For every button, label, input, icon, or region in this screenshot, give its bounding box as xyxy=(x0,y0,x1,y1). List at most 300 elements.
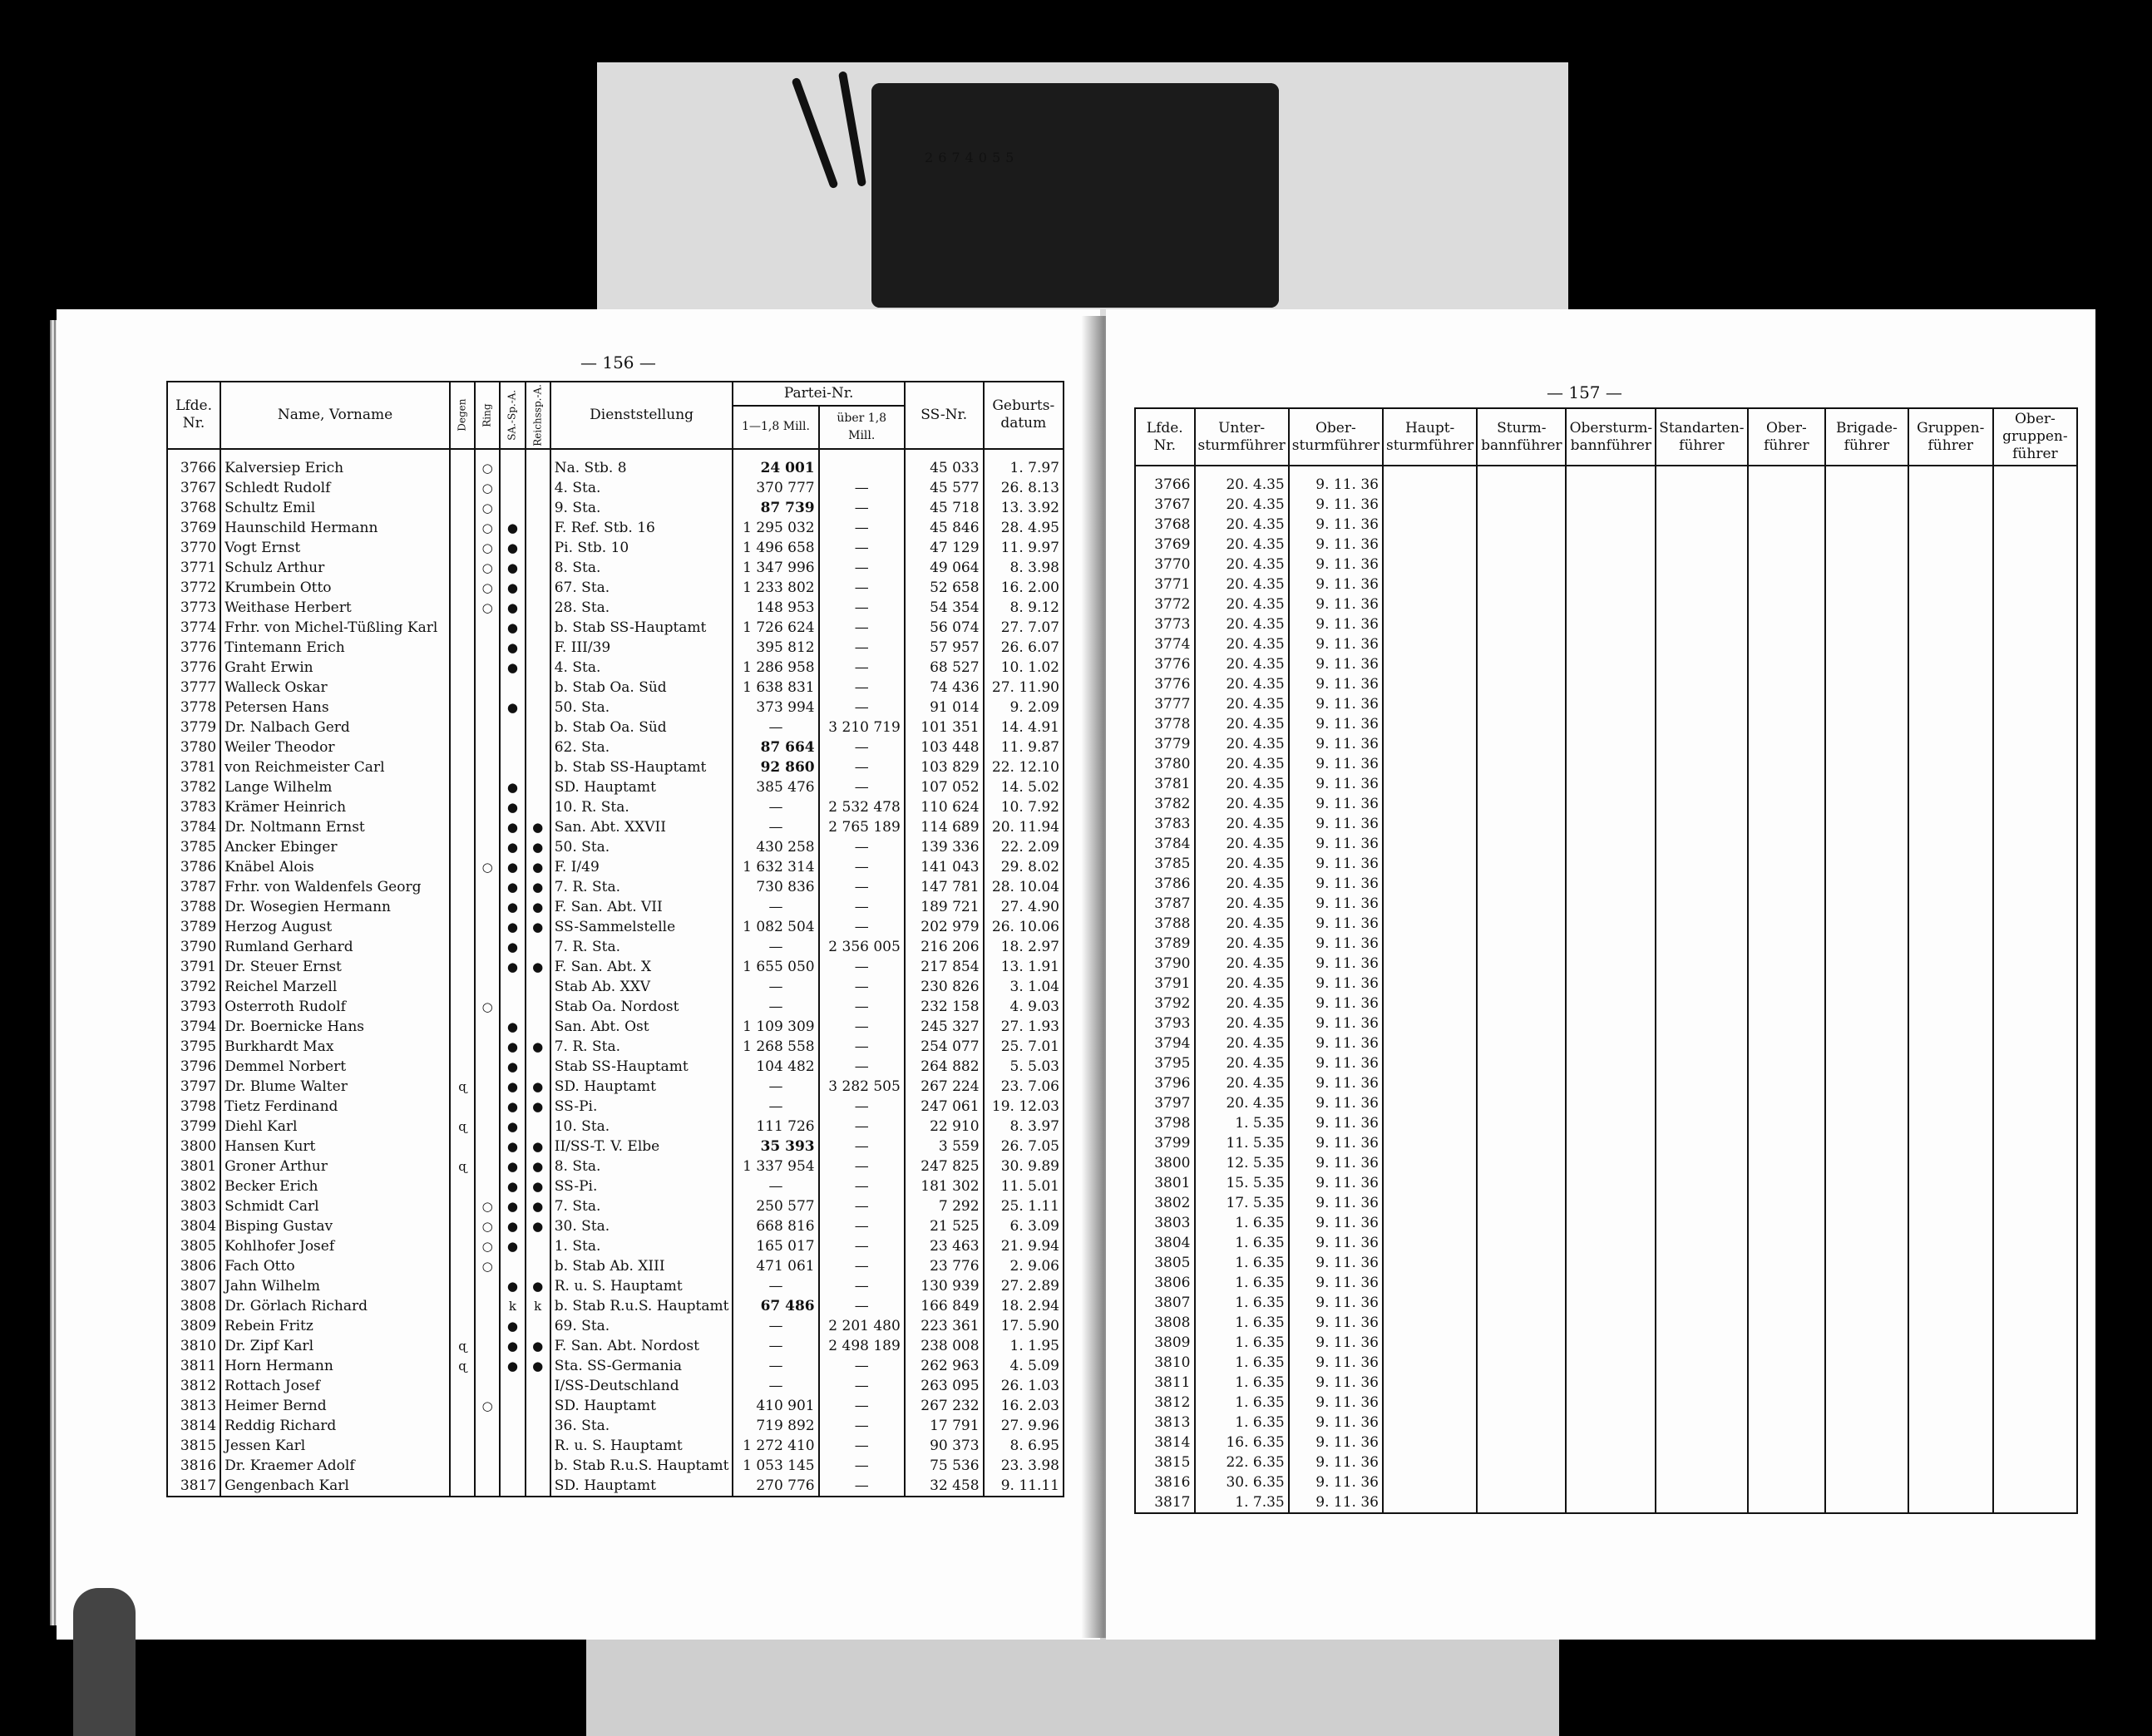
empty-rank-cell xyxy=(1383,734,1477,754)
empty-rank-cell xyxy=(1908,894,1993,914)
partei-nr-high: — xyxy=(819,877,905,897)
empty-rank-cell xyxy=(1825,874,1908,894)
header-sa-sp: SA.-Sp.-A. xyxy=(500,382,525,449)
partei-nr-low: — xyxy=(733,1077,818,1097)
empty-rank-cell xyxy=(1908,1293,1993,1313)
geburtsdatum: 8. 3.97 xyxy=(984,1117,1064,1137)
empty-rank-cell xyxy=(1825,674,1908,694)
partei-nr-high: — xyxy=(819,1416,905,1436)
entry-number: 3771 xyxy=(1135,575,1195,594)
entry-number: 3795 xyxy=(167,1037,220,1057)
empty-rank-cell xyxy=(1477,634,1566,654)
table-row xyxy=(1135,495,2077,515)
empty-rank-cell xyxy=(1748,634,1826,654)
table-row xyxy=(1135,714,2077,734)
sa-sp-mark: ● xyxy=(500,1137,525,1157)
sa-sp-mark: ● xyxy=(500,777,525,797)
empty-rank-cell xyxy=(1477,854,1566,874)
geburtsdatum: 21. 9.94 xyxy=(984,1236,1064,1256)
degen-mark xyxy=(450,538,475,558)
degen-mark xyxy=(450,678,475,698)
header-ring: Ring xyxy=(475,382,500,449)
empty-rank-cell xyxy=(1908,1413,1993,1433)
ring-mark: ○ xyxy=(475,598,500,618)
table-row xyxy=(1135,814,2077,834)
entry-name: Walleck Oskar xyxy=(220,678,450,698)
ring-mark xyxy=(475,1077,500,1097)
empty-rank-cell xyxy=(1566,854,1656,874)
entry-name: Dr. Nalbach Gerd xyxy=(220,718,450,737)
partei-nr-low: 730 836 xyxy=(733,877,818,897)
header-lfd: Lfde. Nr. xyxy=(167,382,220,449)
entry-dienststellung: 62. Sta. xyxy=(550,737,733,757)
partei-nr-low: 430 258 xyxy=(733,837,818,857)
ss-nr: 267 232 xyxy=(905,1396,984,1416)
entry-number: 3766 xyxy=(1135,466,1195,495)
empty-rank-cell xyxy=(1656,714,1747,734)
geburtsdatum: 3. 1.04 xyxy=(984,977,1064,997)
header-rank: Ober-führer xyxy=(1748,408,1826,466)
ring-mark xyxy=(475,1316,500,1336)
empty-rank-cell xyxy=(1477,1293,1566,1313)
entry-number: 3815 xyxy=(1135,1452,1195,1472)
untersturmfuehrer-date: 20. 4.35 xyxy=(1195,1013,1289,1033)
counter-digit: 5 xyxy=(1005,150,1014,165)
empty-rank-cell xyxy=(1748,495,1826,515)
entry-dienststellung: b. Stab Ab. XIII xyxy=(550,1256,733,1276)
empty-rank-cell xyxy=(1656,654,1747,674)
geburtsdatum: 27. 4.90 xyxy=(984,897,1064,917)
ring-mark xyxy=(475,678,500,698)
empty-rank-cell xyxy=(1383,974,1477,994)
empty-rank-cell xyxy=(1383,814,1477,834)
empty-rank-cell xyxy=(1566,734,1656,754)
degen-mark xyxy=(450,797,475,817)
degen-mark xyxy=(450,1396,475,1416)
table-row xyxy=(167,997,1064,1017)
reichssp-mark: ● xyxy=(526,1077,550,1097)
partei-nr-high: — xyxy=(819,897,905,917)
entry-number: 3809 xyxy=(1135,1333,1195,1353)
empty-rank-cell xyxy=(1383,1492,1477,1513)
empty-rank-cell xyxy=(1748,1413,1826,1433)
counter-digit: 4 xyxy=(965,150,974,165)
reichssp-mark xyxy=(526,1476,550,1497)
table-row xyxy=(1135,515,2077,535)
entry-number: 3792 xyxy=(167,977,220,997)
entry-number: 3786 xyxy=(167,857,220,877)
empty-rank-cell xyxy=(1993,634,2077,654)
entry-name: Haunschild Hermann xyxy=(220,518,450,538)
obersturmfuehrer-date: 9. 11. 36 xyxy=(1289,774,1383,794)
reichssp-mark xyxy=(526,977,550,997)
empty-rank-cell xyxy=(1748,535,1826,555)
sa-sp-mark: ● xyxy=(500,658,525,678)
untersturmfuehrer-date: 20. 4.35 xyxy=(1195,734,1289,754)
empty-rank-cell xyxy=(1383,1033,1477,1053)
ss-nr: 232 158 xyxy=(905,997,984,1017)
empty-rank-cell xyxy=(1993,694,2077,714)
empty-rank-cell xyxy=(1383,1193,1477,1213)
empty-rank-cell xyxy=(1748,674,1826,694)
empty-rank-cell xyxy=(1477,754,1566,774)
degen-mark xyxy=(450,817,475,837)
entry-name: Dr. Kraemer Adolf xyxy=(220,1456,450,1476)
entry-name: Rottach Josef xyxy=(220,1376,450,1396)
sa-sp-mark: ● xyxy=(500,817,525,837)
reichssp-mark xyxy=(526,678,550,698)
ring-mark xyxy=(475,1416,500,1436)
table-row xyxy=(167,558,1064,578)
reichssp-mark xyxy=(526,538,550,558)
empty-rank-cell xyxy=(1656,1093,1747,1113)
table-row xyxy=(1135,754,2077,774)
frame-counter-digits xyxy=(925,150,1014,165)
empty-rank-cell xyxy=(1993,1492,2077,1513)
empty-rank-cell xyxy=(1383,874,1477,894)
obersturmfuehrer-date: 9. 11. 36 xyxy=(1289,515,1383,535)
empty-rank-cell xyxy=(1477,1153,1566,1173)
empty-rank-cell xyxy=(1383,1313,1477,1333)
empty-rank-cell xyxy=(1993,1053,2077,1073)
geburtsdatum: 1. 1.95 xyxy=(984,1336,1064,1356)
table-row xyxy=(167,1077,1064,1097)
partei-nr-high: — xyxy=(819,538,905,558)
empty-rank-cell xyxy=(1566,1113,1656,1133)
table-row xyxy=(167,1037,1064,1057)
entry-number: 3812 xyxy=(167,1376,220,1396)
entry-number: 3811 xyxy=(1135,1373,1195,1393)
empty-rank-cell xyxy=(1383,894,1477,914)
empty-rank-cell xyxy=(1993,1393,2077,1413)
partei-nr-low: 104 482 xyxy=(733,1057,818,1077)
geburtsdatum: 26. 8.13 xyxy=(984,478,1064,498)
untersturmfuehrer-date: 20. 4.35 xyxy=(1195,466,1289,495)
untersturmfuehrer-date: 15. 5.35 xyxy=(1195,1173,1289,1193)
entry-dienststellung: Stab Ab. XXV xyxy=(550,977,733,997)
empty-rank-cell xyxy=(1383,1373,1477,1393)
untersturmfuehrer-date: 20. 4.35 xyxy=(1195,814,1289,834)
partei-nr-high: — xyxy=(819,957,905,977)
obersturmfuehrer-date: 9. 11. 36 xyxy=(1289,854,1383,874)
empty-rank-cell xyxy=(1477,934,1566,954)
empty-rank-cell xyxy=(1656,614,1747,634)
empty-rank-cell xyxy=(1825,814,1908,834)
empty-rank-cell xyxy=(1383,1113,1477,1133)
ss-nr: 247 061 xyxy=(905,1097,984,1117)
partei-nr-high: — xyxy=(819,1157,905,1176)
untersturmfuehrer-date: 20. 4.35 xyxy=(1195,1033,1289,1053)
table-row xyxy=(167,1276,1064,1296)
entry-dienststellung: b. Stab Oa. Süd xyxy=(550,718,733,737)
table-row xyxy=(1135,555,2077,575)
reichssp-mark: ● xyxy=(526,1216,550,1236)
ss-nr: 216 206 xyxy=(905,937,984,957)
sa-sp-mark xyxy=(500,449,525,478)
untersturmfuehrer-date: 1. 6.35 xyxy=(1195,1233,1289,1253)
empty-rank-cell xyxy=(1993,1233,2077,1253)
empty-rank-cell xyxy=(1748,1273,1826,1293)
empty-rank-cell xyxy=(1748,954,1826,974)
reichssp-mark xyxy=(526,449,550,478)
empty-rank-cell xyxy=(1477,1073,1566,1093)
entry-number: 3816 xyxy=(167,1456,220,1476)
entry-number: 3800 xyxy=(1135,1153,1195,1173)
empty-rank-cell xyxy=(1656,1273,1747,1293)
partei-nr-low: 111 726 xyxy=(733,1117,818,1137)
empty-rank-cell xyxy=(1748,1213,1826,1233)
sa-sp-mark: ● xyxy=(500,1057,525,1077)
obersturmfuehrer-date: 9. 11. 36 xyxy=(1289,1433,1383,1452)
partei-nr-low: 1 337 954 xyxy=(733,1157,818,1176)
sa-sp-mark xyxy=(500,757,525,777)
table-row xyxy=(1135,654,2077,674)
partei-nr-low: 250 577 xyxy=(733,1196,818,1216)
empty-rank-cell xyxy=(1477,1093,1566,1113)
untersturmfuehrer-date: 20. 4.35 xyxy=(1195,834,1289,854)
table-row xyxy=(167,1356,1064,1376)
geburtsdatum: 22. 12.10 xyxy=(984,757,1064,777)
empty-rank-cell xyxy=(1908,1472,1993,1492)
empty-rank-cell xyxy=(1383,1333,1477,1353)
entry-number: 3778 xyxy=(1135,714,1195,734)
ring-mark xyxy=(475,877,500,897)
reichssp-mark xyxy=(526,757,550,777)
obersturmfuehrer-date: 9. 11. 36 xyxy=(1289,1073,1383,1093)
empty-rank-cell xyxy=(1993,1153,2077,1173)
reichssp-mark: ● xyxy=(526,877,550,897)
degen-mark xyxy=(450,478,475,498)
obersturmfuehrer-date: 9. 11. 36 xyxy=(1289,495,1383,515)
reichssp-mark xyxy=(526,658,550,678)
header-partei-a: 1—1,8 Mill. xyxy=(733,406,818,449)
table-row xyxy=(1135,1113,2077,1133)
ring-mark xyxy=(475,638,500,658)
obersturmfuehrer-date: 9. 11. 36 xyxy=(1289,914,1383,934)
degen-mark xyxy=(450,1436,475,1456)
ss-nr: 49 064 xyxy=(905,558,984,578)
ss-nr: 141 043 xyxy=(905,857,984,877)
entry-number: 3786 xyxy=(1135,874,1195,894)
ss-nr: 262 963 xyxy=(905,1356,984,1376)
entry-name: Bisping Gustav xyxy=(220,1216,450,1236)
entry-number: 3785 xyxy=(1135,854,1195,874)
empty-rank-cell xyxy=(1993,1472,2077,1492)
entry-dienststellung: Pi. Stb. 10 xyxy=(550,538,733,558)
entry-name: Dr. Steuer Ernst xyxy=(220,957,450,977)
entry-number: 3812 xyxy=(1135,1393,1195,1413)
entry-number: 3797 xyxy=(167,1077,220,1097)
empty-rank-cell xyxy=(1825,1273,1908,1293)
empty-rank-cell xyxy=(1383,674,1477,694)
empty-rank-cell xyxy=(1566,694,1656,714)
entry-number: 3813 xyxy=(167,1396,220,1416)
entry-number: 3793 xyxy=(167,997,220,1017)
ss-nr: 22 910 xyxy=(905,1117,984,1137)
reichssp-mark xyxy=(526,598,550,618)
entry-name: Knäbel Alois xyxy=(220,857,450,877)
entry-number: 3770 xyxy=(1135,555,1195,575)
entry-number: 3788 xyxy=(167,897,220,917)
obersturmfuehrer-date: 9. 11. 36 xyxy=(1289,466,1383,495)
empty-rank-cell xyxy=(1908,495,1993,515)
entry-dienststellung: 67. Sta. xyxy=(550,578,733,598)
empty-rank-cell xyxy=(1477,954,1566,974)
table-row xyxy=(1135,1273,2077,1293)
empty-rank-cell xyxy=(1383,1213,1477,1233)
reichssp-mark xyxy=(526,498,550,518)
untersturmfuehrer-date: 20. 4.35 xyxy=(1195,714,1289,734)
empty-rank-cell xyxy=(1908,774,1993,794)
degen-mark: ɋ xyxy=(450,1157,475,1176)
entry-number: 3814 xyxy=(167,1416,220,1436)
reichssp-mark xyxy=(526,558,550,578)
empty-rank-cell xyxy=(1825,994,1908,1013)
partei-nr-high: — xyxy=(819,1137,905,1157)
partei-nr-high: 2 532 478 xyxy=(819,797,905,817)
entry-name: Burkhardt Max xyxy=(220,1037,450,1057)
header-partei: Partei-Nr. xyxy=(733,382,904,406)
empty-rank-cell xyxy=(1748,1153,1826,1173)
empty-rank-cell xyxy=(1748,1253,1826,1273)
empty-rank-cell xyxy=(1656,1413,1747,1433)
degen-mark xyxy=(450,1256,475,1276)
empty-rank-cell xyxy=(1825,1492,1908,1513)
table-row xyxy=(1135,1472,2077,1492)
partei-nr-low: — xyxy=(733,1376,818,1396)
table-row xyxy=(167,1017,1064,1037)
entry-number: 3771 xyxy=(167,558,220,578)
ring-mark xyxy=(475,977,500,997)
thumb xyxy=(73,1588,136,1736)
empty-rank-cell xyxy=(1566,814,1656,834)
ring-mark xyxy=(475,1336,500,1356)
sa-sp-mark: ● xyxy=(500,1316,525,1336)
table-row xyxy=(1135,1293,2077,1313)
sa-sp-mark xyxy=(500,1376,525,1396)
empty-rank-cell xyxy=(1748,694,1826,714)
entry-dienststellung: Stab SS-Hauptamt xyxy=(550,1057,733,1077)
ring-mark xyxy=(475,1157,500,1176)
empty-rank-cell xyxy=(1908,1452,1993,1472)
degen-mark xyxy=(450,937,475,957)
ss-nr: 264 882 xyxy=(905,1057,984,1077)
untersturmfuehrer-date: 20. 4.35 xyxy=(1195,954,1289,974)
header-geburtsdatum: Geburts-datum xyxy=(984,382,1064,449)
untersturmfuehrer-date: 20. 4.35 xyxy=(1195,674,1289,694)
sa-sp-mark: ● xyxy=(500,837,525,857)
entry-dienststellung: F. San. Abt. Nordost xyxy=(550,1336,733,1356)
empty-rank-cell xyxy=(1383,515,1477,535)
entry-number: 3811 xyxy=(167,1356,220,1376)
partei-nr-low: — xyxy=(733,817,818,837)
ss-nr: 245 327 xyxy=(905,1017,984,1037)
empty-rank-cell xyxy=(1566,674,1656,694)
empty-rank-cell xyxy=(1993,994,2077,1013)
geburtsdatum: 27. 7.07 xyxy=(984,618,1064,638)
ss-nr: 32 458 xyxy=(905,1476,984,1497)
empty-rank-cell xyxy=(1477,914,1566,934)
degen-mark xyxy=(450,1376,475,1396)
table-row xyxy=(167,1236,1064,1256)
entry-dienststellung: II/SS-T. V. Elbe xyxy=(550,1137,733,1157)
empty-rank-cell xyxy=(1566,894,1656,914)
degen-mark xyxy=(450,518,475,538)
entry-number: 3774 xyxy=(167,618,220,638)
entry-number: 3776 xyxy=(1135,674,1195,694)
empty-rank-cell xyxy=(1383,1273,1477,1293)
partei-nr-high: — xyxy=(819,1236,905,1256)
empty-rank-cell xyxy=(1477,1433,1566,1452)
table-row xyxy=(1135,774,2077,794)
untersturmfuehrer-date: 22. 6.35 xyxy=(1195,1452,1289,1472)
table-row xyxy=(167,737,1064,757)
partei-nr-low: 67 486 xyxy=(733,1296,818,1316)
empty-rank-cell xyxy=(1908,794,1993,814)
empty-rank-cell xyxy=(1825,794,1908,814)
ss-nr: 107 052 xyxy=(905,777,984,797)
empty-rank-cell xyxy=(1566,594,1656,614)
empty-rank-cell xyxy=(1993,874,2077,894)
empty-rank-cell xyxy=(1656,734,1747,754)
ring-mark xyxy=(475,698,500,718)
empty-rank-cell xyxy=(1825,654,1908,674)
empty-rank-cell xyxy=(1908,1253,1993,1273)
entry-dienststellung: F. San. Abt. X xyxy=(550,957,733,977)
empty-rank-cell xyxy=(1566,1133,1656,1153)
empty-rank-cell xyxy=(1825,1433,1908,1452)
entry-number: 3781 xyxy=(167,757,220,777)
empty-rank-cell xyxy=(1656,1433,1747,1452)
empty-rank-cell xyxy=(1908,934,1993,954)
untersturmfuehrer-date: 11. 5.35 xyxy=(1195,1133,1289,1153)
ring-mark: ○ xyxy=(475,498,500,518)
entry-dienststellung: 9. Sta. xyxy=(550,498,733,518)
geburtsdatum: 11. 9.97 xyxy=(984,538,1064,558)
sa-sp-mark xyxy=(500,678,525,698)
obersturmfuehrer-date: 9. 11. 36 xyxy=(1289,734,1383,754)
sa-sp-mark: ● xyxy=(500,618,525,638)
untersturmfuehrer-date: 20. 4.35 xyxy=(1195,654,1289,674)
untersturmfuehrer-date: 1. 6.35 xyxy=(1195,1293,1289,1313)
partei-nr-high: 2 765 189 xyxy=(819,817,905,837)
entry-number: 3783 xyxy=(167,797,220,817)
empty-rank-cell xyxy=(1383,1073,1477,1093)
empty-rank-cell xyxy=(1383,1353,1477,1373)
empty-rank-cell xyxy=(1566,515,1656,535)
sa-sp-mark xyxy=(500,498,525,518)
obersturmfuehrer-date: 9. 11. 36 xyxy=(1289,1133,1383,1153)
entry-number: 3816 xyxy=(1135,1472,1195,1492)
table-row xyxy=(1135,994,2077,1013)
geburtsdatum: 22. 2.09 xyxy=(984,837,1064,857)
entry-number: 3804 xyxy=(1135,1233,1195,1253)
empty-rank-cell xyxy=(1748,894,1826,914)
geburtsdatum: 6. 3.09 xyxy=(984,1216,1064,1236)
empty-rank-cell xyxy=(1656,974,1747,994)
entry-name: Vogt Ernst xyxy=(220,538,450,558)
reichssp-mark xyxy=(526,638,550,658)
header-rank: Lfde. Nr. xyxy=(1135,408,1195,466)
partei-nr-low: 1 632 314 xyxy=(733,857,818,877)
empty-rank-cell xyxy=(1383,854,1477,874)
obersturmfuehrer-date: 9. 11. 36 xyxy=(1289,535,1383,555)
partei-nr-low: — xyxy=(733,1316,818,1336)
empty-rank-cell xyxy=(1477,774,1566,794)
empty-rank-cell xyxy=(1566,1013,1656,1033)
partei-nr-low: 148 953 xyxy=(733,598,818,618)
partei-nr-low: — xyxy=(733,937,818,957)
